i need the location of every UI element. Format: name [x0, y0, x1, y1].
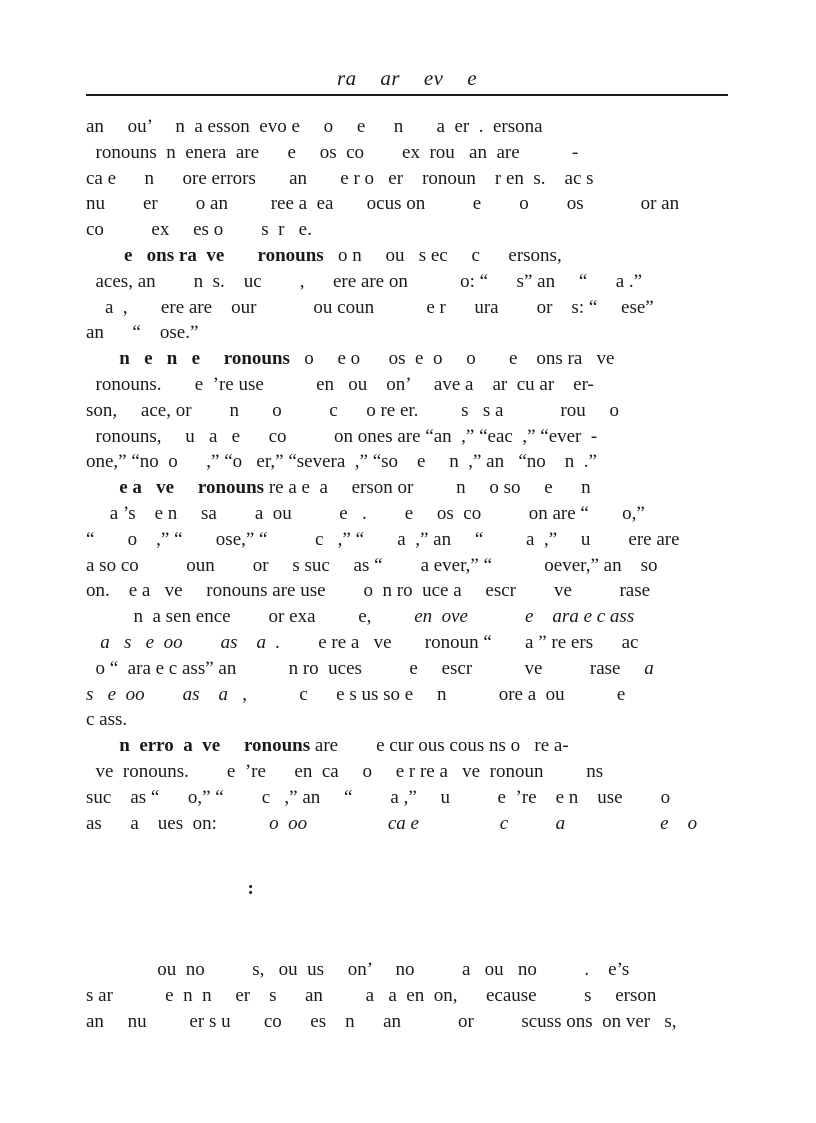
text-segment: son, ace, or n o c o re er. s s a rou o — [86, 399, 619, 421]
text-segment: co ex es o s r e. — [86, 219, 312, 241]
text-segment: a so co oun or s suc as “ a ever,” “ oever,” an so — [86, 554, 658, 576]
bold-term: n erro a ve ronouns — [119, 735, 311, 757]
text-line — [86, 320, 728, 346]
text-line — [86, 372, 728, 398]
text-line — [86, 604, 728, 630]
body-text-continued — [86, 938, 728, 1053]
text-line — [86, 578, 728, 604]
text-line — [86, 217, 728, 243]
text-segment: ve ronouns. e ’re en ca o e r re a ve ronoun ns — [86, 760, 604, 782]
text-segment: are e cur ous cous ns o re a- — [310, 735, 569, 757]
text-segment: o “ ara e c ass” an n ro uces e escr ve rase — [86, 657, 645, 679]
text-line — [86, 630, 728, 656]
text-segment: an nu er s u co es n an or scuss ons on ver s, — [86, 1010, 677, 1032]
text-line — [86, 1009, 728, 1035]
paragraph — [86, 733, 728, 836]
paragraph — [86, 114, 728, 243]
text-line — [86, 707, 728, 733]
text-segment: re a e a erson or n o so e n — [264, 477, 591, 499]
text-segment — [86, 477, 119, 498]
text-segment: c e s us so e n ore a ou e — [246, 683, 626, 705]
italic-example: en ove e ara e c ass — [414, 606, 635, 628]
text-segment: o e o os e o o e ons ra ve — [289, 348, 615, 370]
text-line — [86, 269, 728, 295]
text-segment: aces, an n s. uc , ere are on o: “ s” an “ a .” — [86, 270, 643, 292]
italic-example: a — [644, 657, 654, 679]
section-label: : — [86, 878, 254, 899]
text-line — [86, 140, 728, 166]
header-divider — [86, 94, 728, 96]
paragraph — [86, 604, 728, 733]
text-segment: one,” “no o ,” “o er,” “severa ,” “so e n ,” an “no n .” — [86, 451, 597, 473]
running-header: ra ar ev e — [336, 66, 478, 90]
text-segment: n a sen ence or exa e, — [86, 606, 415, 628]
text-line — [86, 501, 728, 527]
text-segment: an “ ose.” — [86, 322, 199, 344]
text-segment: ronouns n enera are e os co ex rou an are - — [86, 141, 579, 163]
text-line — [86, 475, 728, 501]
text-segment: ronouns, u a e co on ones are “an ,” “eac ,” “ever - — [86, 425, 598, 447]
text-line — [86, 424, 728, 450]
text-line — [86, 682, 728, 708]
body-text — [86, 114, 728, 836]
text-segment: a ’s e n sa a ou e . e os co on are “ o,” — [86, 502, 645, 524]
text-line — [86, 759, 728, 785]
text-segment: on. e a ve ronouns are use o n ro uce a escr ve rase — [86, 580, 651, 602]
text-segment: “ o ,” “ ose,” “ c ,” “ a ,” an “ a ,” u ere are — [86, 528, 680, 550]
bold-term: e ons ra ve ronouns — [124, 244, 324, 266]
text-line — [86, 656, 728, 682]
text-segment: a , ere are our ou coun e r ura or s: “ ese” — [86, 296, 654, 318]
text-line — [86, 346, 728, 372]
italic-example: s e oo as a , — [86, 683, 247, 705]
paragraph — [86, 475, 728, 604]
text-line — [86, 527, 728, 553]
text-segment: c ass. — [86, 709, 128, 731]
text-line — [86, 243, 728, 269]
text-segment — [86, 632, 100, 653]
paragraph — [86, 957, 728, 1034]
text-segment: o n ou s ec c ersons, — [323, 244, 562, 266]
text-segment: e re a ve ronoun “ a ” re ers ac — [280, 631, 639, 653]
text-segment: suc as “ o,” “ c ,” an “ a ,” u e ’re e n use o — [86, 786, 671, 808]
paragraph — [86, 346, 728, 475]
text-line — [86, 553, 728, 579]
text-segment: ca e n ore errors an e r o er ronoun r en s. ac s — [86, 167, 594, 189]
italic-example: a s e oo as a . — [100, 631, 281, 653]
italic-example: o oo ca e c a e o — [269, 812, 698, 834]
paragraph — [86, 243, 728, 346]
text-segment: nu er o an ree a ea ocus on e o os or an — [86, 193, 680, 215]
text-line — [86, 957, 728, 983]
text-line — [86, 114, 728, 140]
text-segment: s ar e n n er s an a a en on, ecause s erson — [86, 984, 657, 1006]
bold-term: e a ve ronouns — [119, 477, 265, 499]
text-line — [86, 449, 728, 475]
text-segment — [86, 245, 124, 266]
text-segment: as a ues on: — [86, 812, 270, 834]
text-segment: an ou’ n a esson evo e o e n a er . ersona — [86, 116, 543, 137]
text-segment — [86, 735, 119, 756]
text-line — [86, 733, 728, 759]
text-line — [86, 295, 728, 321]
text-segment — [86, 348, 119, 369]
text-line — [86, 983, 728, 1009]
text-line — [86, 166, 728, 192]
text-line — [86, 811, 728, 837]
text-line — [86, 191, 728, 217]
text-line — [86, 785, 728, 811]
text-segment: ou no s, ou us on’ no a ou no . e’s — [86, 959, 630, 980]
bold-term: n e n e ronouns — [119, 348, 290, 370]
text-line — [86, 398, 728, 424]
text-segment: ronouns. e ’re use en ou on’ ave a ar cu ar er- — [86, 373, 594, 395]
